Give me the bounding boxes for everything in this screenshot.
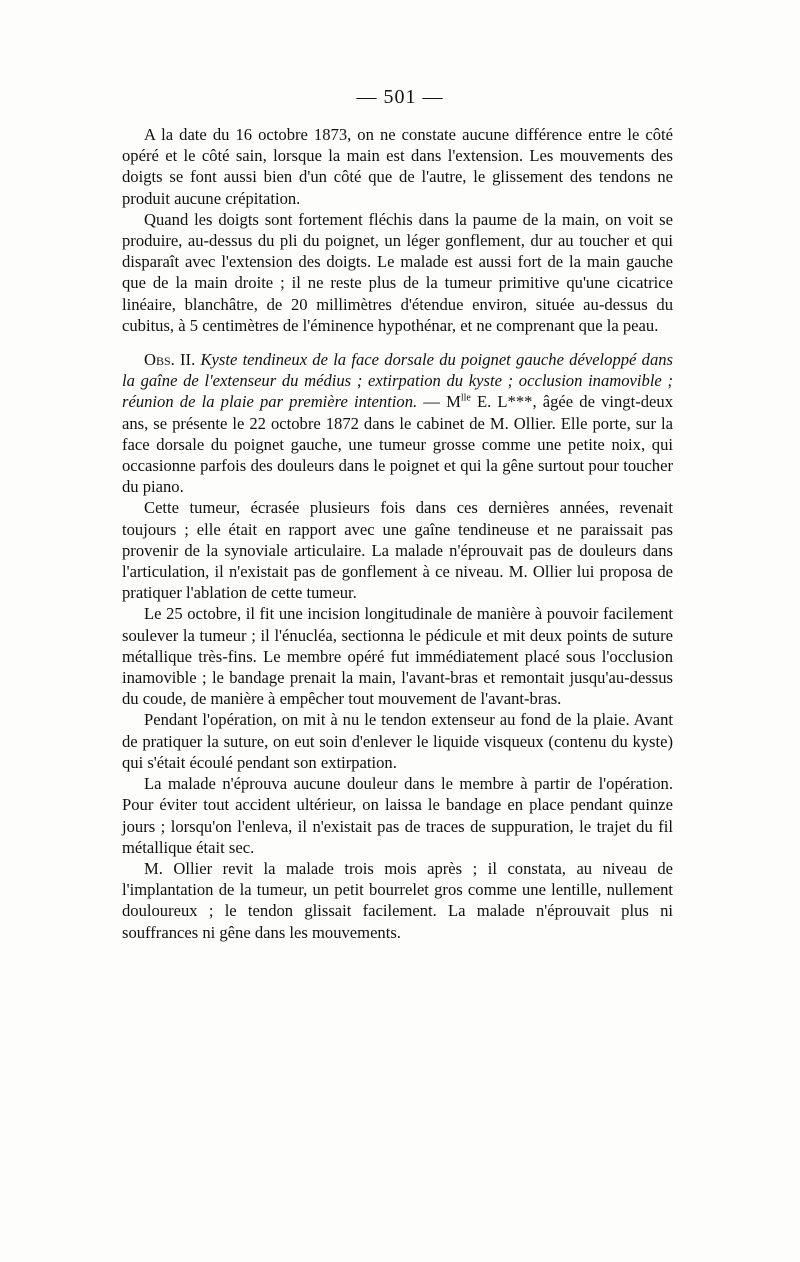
paragraph: La malade n'éprouva aucune douleur dans le membre à partir de l'opération. Pour éviter tout accident ultérieur, on laissa le bandage en place pendant quinze jours ; lorsqu'on l'enleva, il n'existait pas de traces de suppuration, le trajet du fil métallique était sec. <box>122 774 673 857</box>
observation-dash: — <box>417 392 447 412</box>
observation-paragraph <box>122 349 673 497</box>
paragraph: M. Ollier revit la malade trois mois après ; il constata, au niveau de l'implantation de la tumeur, un petit bourrelet gros comme une lentille, nullement douloureux ; le tendon glissait facilement. La malade n'éprouvait plus ni souffrances ni gêne dans les mouvements. <box>122 858 673 942</box>
page-number: — 501 — <box>356 86 444 108</box>
body-text <box>122 124 673 943</box>
observation-mlle: M <box>446 392 461 412</box>
paragraph: Cette tumeur, écrasée plusieurs fois dans ces dernières années, revenait toujours ; elle était en rapport avec une gaîne tendineuse et ne paraissait pas provenir de la synoviale articulaire. La malade n'éprouvait pas de douleurs dans l'articulation, il n'existait pas de gonflement à ce niveau. M. Ollier lui proposa de pratiquer l'ablation de cette tumeur. <box>122 498 673 603</box>
observation-text: E. L***, âgée de vingt-deux ans, se présente le 22 octobre 1872 dans le cabinet de M. Ollier. Elle porte, sur la face dorsale du poignet gauche, une tumeur grosse comme une petite noix, qui occasionne parfois des douleurs dans le poignet et qui la gêne surtout pour toucher du piano. <box>122 392 674 497</box>
paragraph: Le 25 octobre, il fit une incision longitudinale de manière à pouvoir facilement soulever la tumeur ; il l'énucléa, sectionna le pédicule et mit deux points de suture métallique très-fins. Le membre opéré fut immédiatement placé sous l'occlusion inamovible ; le bandage prenait la main, l'avant-bras et remontait jusqu'au-dessus du coude, de manière à empêcher tout mouvement de l'avant-bras. <box>122 604 673 709</box>
observation-mlle-sup: lle <box>460 392 471 404</box>
observation-title: Kyste tendineux de la face dorsale du poignet gauche développé dans la gaîne de l'extenseur du médius ; extirpation du kyste ; occlusion inamovible ; réunion de la plaie par première intention. <box>122 350 673 412</box>
paragraph: Pendant l'opération, on mit à nu le tendon extenseur au fond de la plaie. Avant de pratiquer la suture, on eut soin d'enlever le liquide visqueux (contenu du kyste) qui s'était écoulé pendant son extirpation. <box>122 710 673 772</box>
observation-label: Obs. II. <box>144 350 196 370</box>
paragraph: Quand les doigts sont fortement fléchis dans la paume de la main, on voit se produire, au-dessus du pli du poignet, un léger gonflement, dur au toucher et qui disparaît avec l'extension des doigts. Le malade est aussi fort de la main gauche que de la main droite ; il ne reste plus de la tumeur primitive qu'une cicatrice linéaire, blanchâtre, de 20 millimètres d'étendue environ, située au-dessus du cubitus, à 5 centimètres de l'éminence hypothénar, et ne comprenant que la peau. <box>122 209 673 335</box>
paragraph: A la date du 16 octobre 1873, on ne constate aucune différence entre le côté opéré et le côté sain, lorsque la main est dans l'extension. Les mouvements des doigts se font aussi bien d'un côté que de l'autre, le glissement des tendons ne produit aucune crépitation. <box>122 125 673 208</box>
